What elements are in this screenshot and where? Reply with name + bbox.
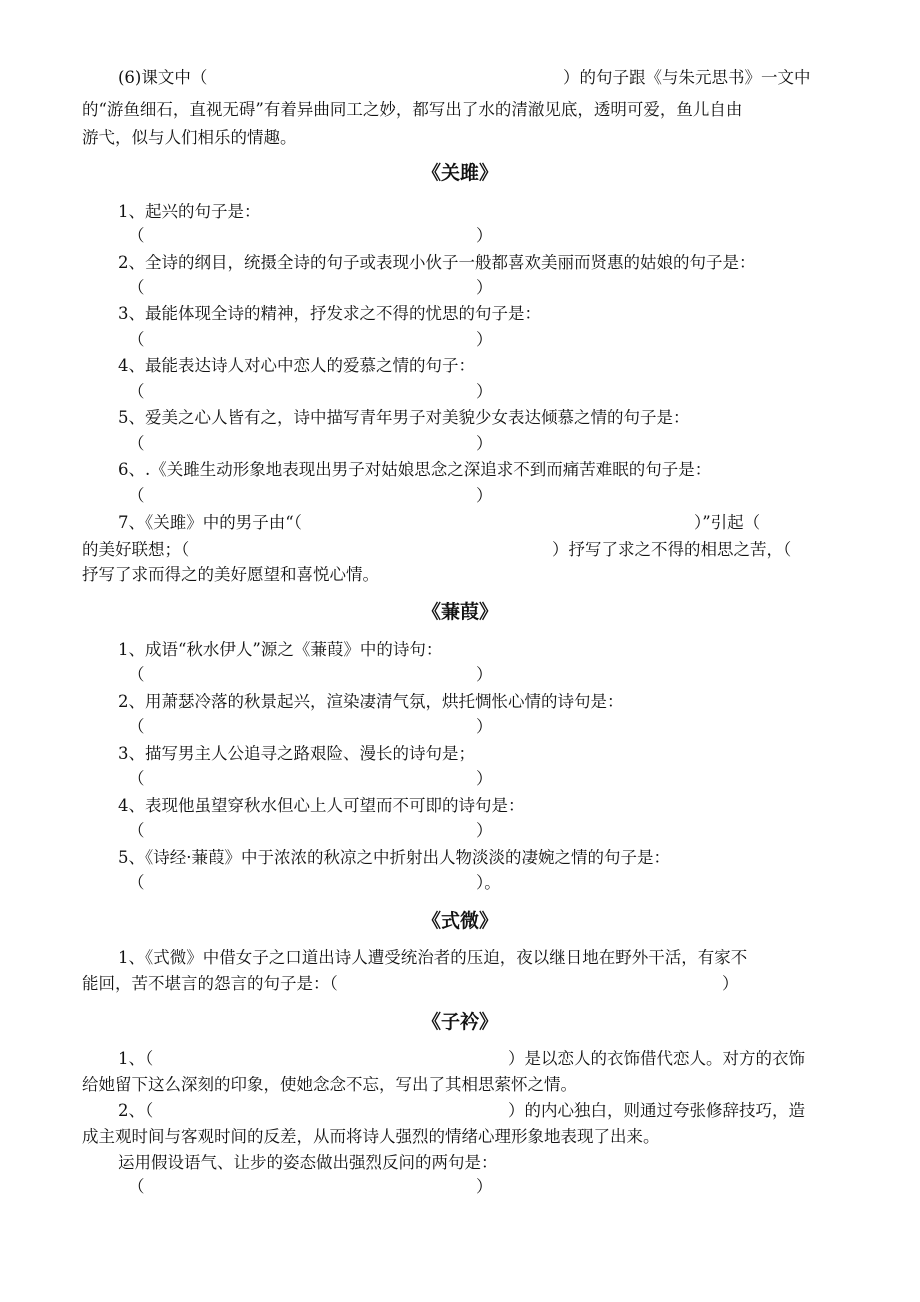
blank-close-paren: ） — [476, 278, 493, 297]
question-text: 1、《式微》中借女子之口道出诗人遭受统治者的压迫，夜以继日地在野外干活，有家不 — [118, 948, 748, 967]
answer-blank-line[interactable] — [0, 222, 920, 250]
intro-line-2 — [0, 96, 920, 124]
blank-open-paren: （ — [128, 226, 145, 245]
blank-open-paren: （ — [128, 821, 145, 840]
section-title-shiwei: 《式微》 — [421, 910, 498, 932]
blank-close-paren: ） — [722, 974, 739, 993]
question-line — [0, 844, 920, 872]
blank-close-paren: ） — [476, 1177, 493, 1196]
blank-open-paren: （ — [128, 873, 145, 892]
answer-blank-line[interactable] — [0, 430, 920, 458]
question-text: 抒写了求而得之的美好愿望和喜悦心情。 — [82, 565, 379, 584]
question-line — [0, 300, 920, 328]
blank-close-paren: ） — [476, 486, 493, 505]
question-text: ）”引起（ — [694, 513, 761, 532]
blank-close-paren: ） — [476, 382, 493, 401]
question-text: 成主观时间与客观时间的反差，从而将诗人强烈的情绪心理形象地表现了出来。 — [82, 1127, 660, 1146]
question-line — [0, 1097, 920, 1125]
question-text: 1、起兴的句子是： — [118, 202, 261, 221]
question-text: 3、最能体现全诗的精神，抒发求之不得的忧思的句子是： — [118, 304, 541, 323]
blank-open-paren: （ — [128, 1177, 145, 1196]
question-text: 4、最能表达诗人对心中恋人的爱慕之情的句子： — [118, 356, 475, 375]
question-line — [0, 944, 920, 972]
answer-blank-line[interactable] — [0, 482, 920, 510]
question-line — [0, 1045, 920, 1073]
question-text: ）是以恋人的衣饰借代恋人。对方的衣饰 — [508, 1049, 805, 1068]
question-text: 4、表现他虽望穿秋水但心上人可望而不可即的诗句是： — [118, 796, 525, 815]
blank-close-paren: ） — [476, 330, 493, 349]
question-line — [0, 1071, 920, 1099]
question-text: 2、全诗的纲目，统摄全诗的句子或表现小伙子一般都喜欢美丽而贤惠的姑娘的句子是： — [118, 253, 756, 272]
question-line — [0, 456, 920, 484]
intro-text: ）的句子跟《与朱元思书》一文中 — [563, 68, 811, 87]
question-line — [0, 970, 920, 998]
section-title-zijin: 《子衿》 — [421, 1011, 498, 1033]
blank-close-paren: ）。 — [476, 873, 501, 892]
answer-blank-line[interactable] — [0, 274, 920, 302]
section-title-guanju: 《关雎》 — [421, 162, 498, 184]
question-text: ）的内心独白，则通过夸张修辞技巧，造 — [508, 1101, 805, 1120]
blank-open-paren: （ — [128, 434, 145, 453]
blank-open-paren: （ — [128, 665, 145, 684]
blank-open-paren: （ — [128, 278, 145, 297]
question-line — [0, 536, 920, 564]
question-text: 1、（ — [118, 1049, 154, 1068]
answer-blank-line[interactable] — [0, 817, 920, 845]
blank-close-paren: ） — [476, 434, 493, 453]
question-text: 2、用萧瑟冷落的秋景起兴，渲染凄清气氛，烘托惆怅心情的诗句是： — [118, 692, 624, 711]
question-text: 6、.《关雎生动形象地表现出男子对姑娘思念之深追求不到而痛苦难眠的句子是： — [118, 460, 712, 479]
question-text: 2、（ — [118, 1101, 154, 1120]
question-line — [0, 509, 920, 537]
question-text: 3、描写男主人公追寻之路艰险、漫长的诗句是； — [118, 744, 475, 763]
question-line — [0, 792, 920, 820]
blank-open-paren: （ — [128, 769, 145, 788]
question-line — [0, 636, 920, 664]
question-text: 5、爱美之心人皆有之，诗中描写青年男子对美貌少女表达倾慕之情的句子是： — [118, 408, 690, 427]
blank-open-paren: （ — [128, 382, 145, 401]
question-text: 7、《关雎》中的男子由“（ — [118, 513, 302, 532]
blank-close-paren: ） — [476, 769, 493, 788]
question-text: 能回，苦不堪言的怨言的句子是：（ — [82, 974, 338, 993]
section-title-jianjia: 《蒹葭》 — [421, 601, 498, 623]
answer-blank-line[interactable] — [0, 713, 920, 741]
blank-close-paren: ） — [476, 226, 493, 245]
question-text: 5、《诗经·蒹葭》中于浓浓的秋凉之中折射出人物淡淡的凄婉之情的句子是： — [118, 848, 670, 867]
blank-close-paren: ） — [476, 821, 493, 840]
answer-blank-line[interactable] — [0, 378, 920, 406]
question-line — [0, 740, 920, 768]
answer-blank-line[interactable] — [0, 765, 920, 793]
question-line — [0, 561, 920, 589]
blank-open-paren: （ — [128, 330, 145, 349]
question-text: 1、成语“秋水伊人”源之《蒹葭》中的诗句： — [118, 640, 443, 659]
intro-text: (6)课文中（ — [118, 68, 208, 87]
question-line — [0, 1123, 920, 1151]
answer-blank-line[interactable] — [0, 326, 920, 354]
question-line — [0, 404, 920, 432]
blank-close-paren: ） — [476, 665, 493, 684]
question-text: 的美好联想；（ — [82, 540, 190, 559]
question-line — [0, 688, 920, 716]
answer-blank-line[interactable] — [0, 1173, 920, 1201]
question-text: ）抒写了求之不得的相思之苦，（ — [552, 540, 792, 559]
answer-blank-line[interactable] — [0, 869, 920, 897]
blank-open-paren: （ — [128, 717, 145, 736]
question-text: 运用假设语气、让步的姿态做出强烈反问的两句是： — [118, 1153, 498, 1172]
question-line — [0, 352, 920, 380]
question-text: 给她留下这么深刻的印象，使她念念不忘，写出了其相思萦怀之情。 — [82, 1075, 577, 1094]
question-line — [0, 249, 920, 277]
intro-text: 游弋，似与人们相乐的情趣。 — [82, 128, 297, 147]
intro-line-1 — [0, 64, 920, 92]
answer-blank-line[interactable] — [0, 661, 920, 689]
blank-open-paren: （ — [128, 486, 145, 505]
intro-text: 的“游鱼细石，直视无碍”有着异曲同工之妙，都写出了水的清澈见底，透明可爱，鱼儿自由 — [82, 100, 743, 119]
blank-close-paren: ） — [476, 717, 493, 736]
intro-line-3 — [0, 124, 920, 152]
